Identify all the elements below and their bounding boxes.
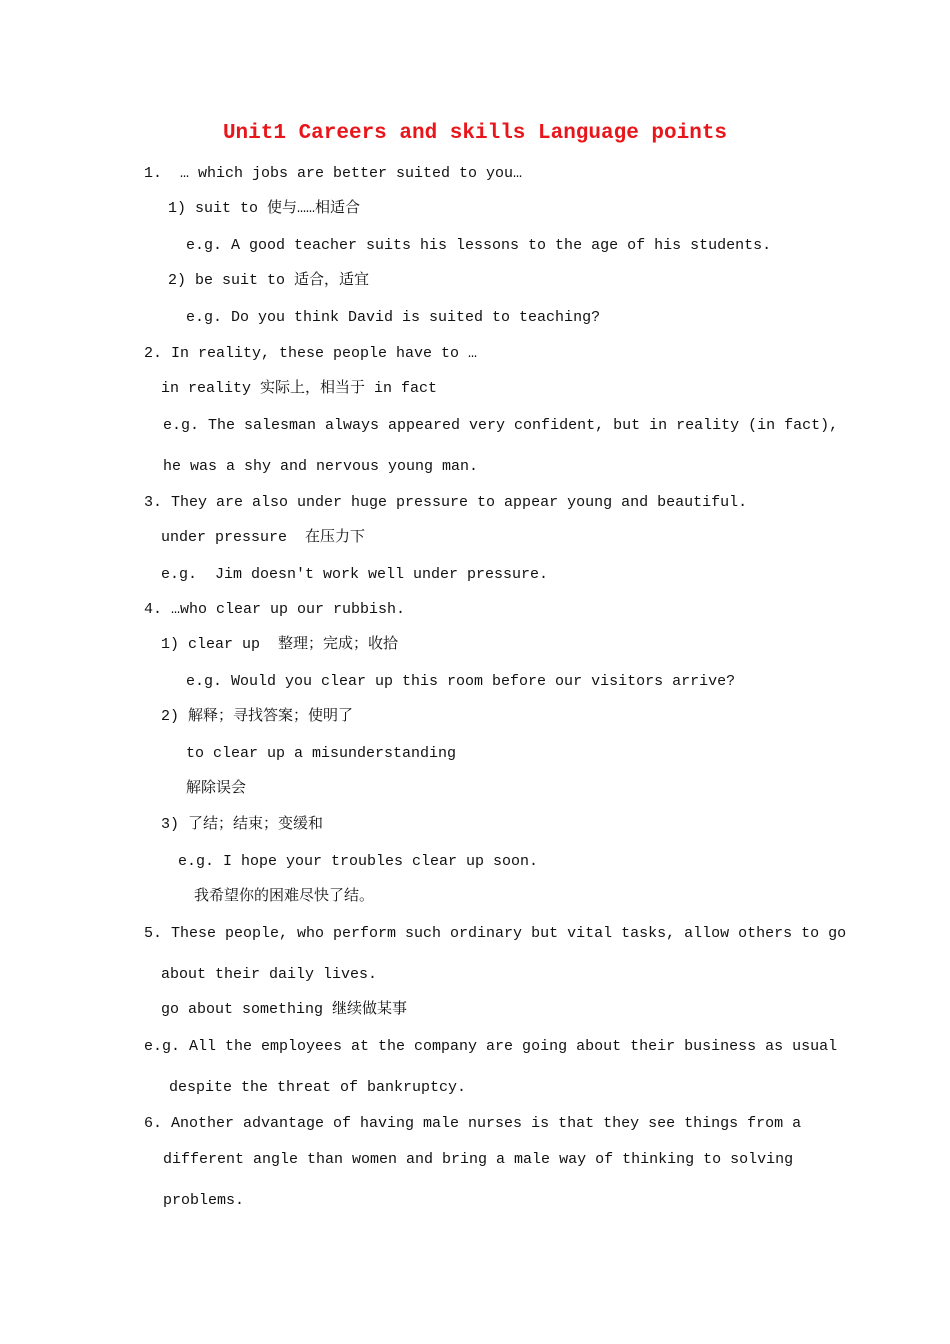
point-3-phrase: under pressure 在压力下 [161,529,366,546]
point-5-example-line-1: e.g. All the employees at the company are going about their business as usual [144,1038,838,1055]
point-3-example: e.g. Jim doesn't work well under pressure. [161,566,549,583]
point-1-sub-2: 2) be suit to 适合，适宜 [168,272,370,289]
point-1-example-1: e.g. A good teacher suits his lessons to the age of his students. [186,237,772,254]
point-4-sub-2-translation: 解除误会 [186,780,247,797]
point-4-sub-3: 3) 了结；结束；变缓和 [161,816,324,833]
point-2-example-line-2: he was a shy and nervous young man. [163,458,479,475]
point-4-example-3: e.g. I hope your troubles clear up soon. [178,853,539,870]
point-5-example-line-2: despite the threat of bankruptcy. [169,1079,467,1096]
point-2-phrase: in reality 实际上，相当于 in fact [161,380,438,397]
point-5-heading-line-2: about their daily lives. [161,966,378,983]
document-title: Unit1 Careers and skills Language points [222,122,728,145]
point-4-heading: 4. …who clear up our rubbish. [144,601,406,618]
point-4-sub-2: 2) 解释；寻找答案；使明了 [161,708,354,725]
point-5-heading-line-1: 5. These people, who perform such ordinary but vital tasks, allow others to go [144,925,847,942]
point-4-sub-2-phrase: to clear up a misunderstanding [186,745,457,762]
point-6-heading-line-3: problems. [163,1192,245,1209]
point-2-example-line-1: e.g. The salesman always appeared very confident, but in reality (in fact), [163,417,839,434]
point-6-heading-line-2: different angle than women and bring a male way of thinking to solving [163,1151,794,1168]
point-4-example-1: e.g. Would you clear up this room before our visitors arrive? [186,673,736,690]
point-4-example-3-translation: 我希望你的困难尽快了结。 [194,888,375,905]
point-1-heading: 1. … which jobs are better suited to you… [144,165,523,182]
point-1-example-2: e.g. Do you think David is suited to teaching? [186,309,601,326]
point-6-heading-line-1: 6. Another advantage of having male nurses is that they see things from a [144,1115,802,1132]
point-3-heading: 3. They are also under huge pressure to appear young and beautiful. [144,494,748,511]
point-2-heading: 2. In reality, these people have to … [144,345,478,362]
point-5-phrase: go about something 继续做某事 [161,1001,408,1018]
point-4-sub-1: 1) clear up 整理；完成；收拾 [161,636,399,653]
point-1-sub-1: 1) suit to 使与……相适合 [168,200,361,217]
